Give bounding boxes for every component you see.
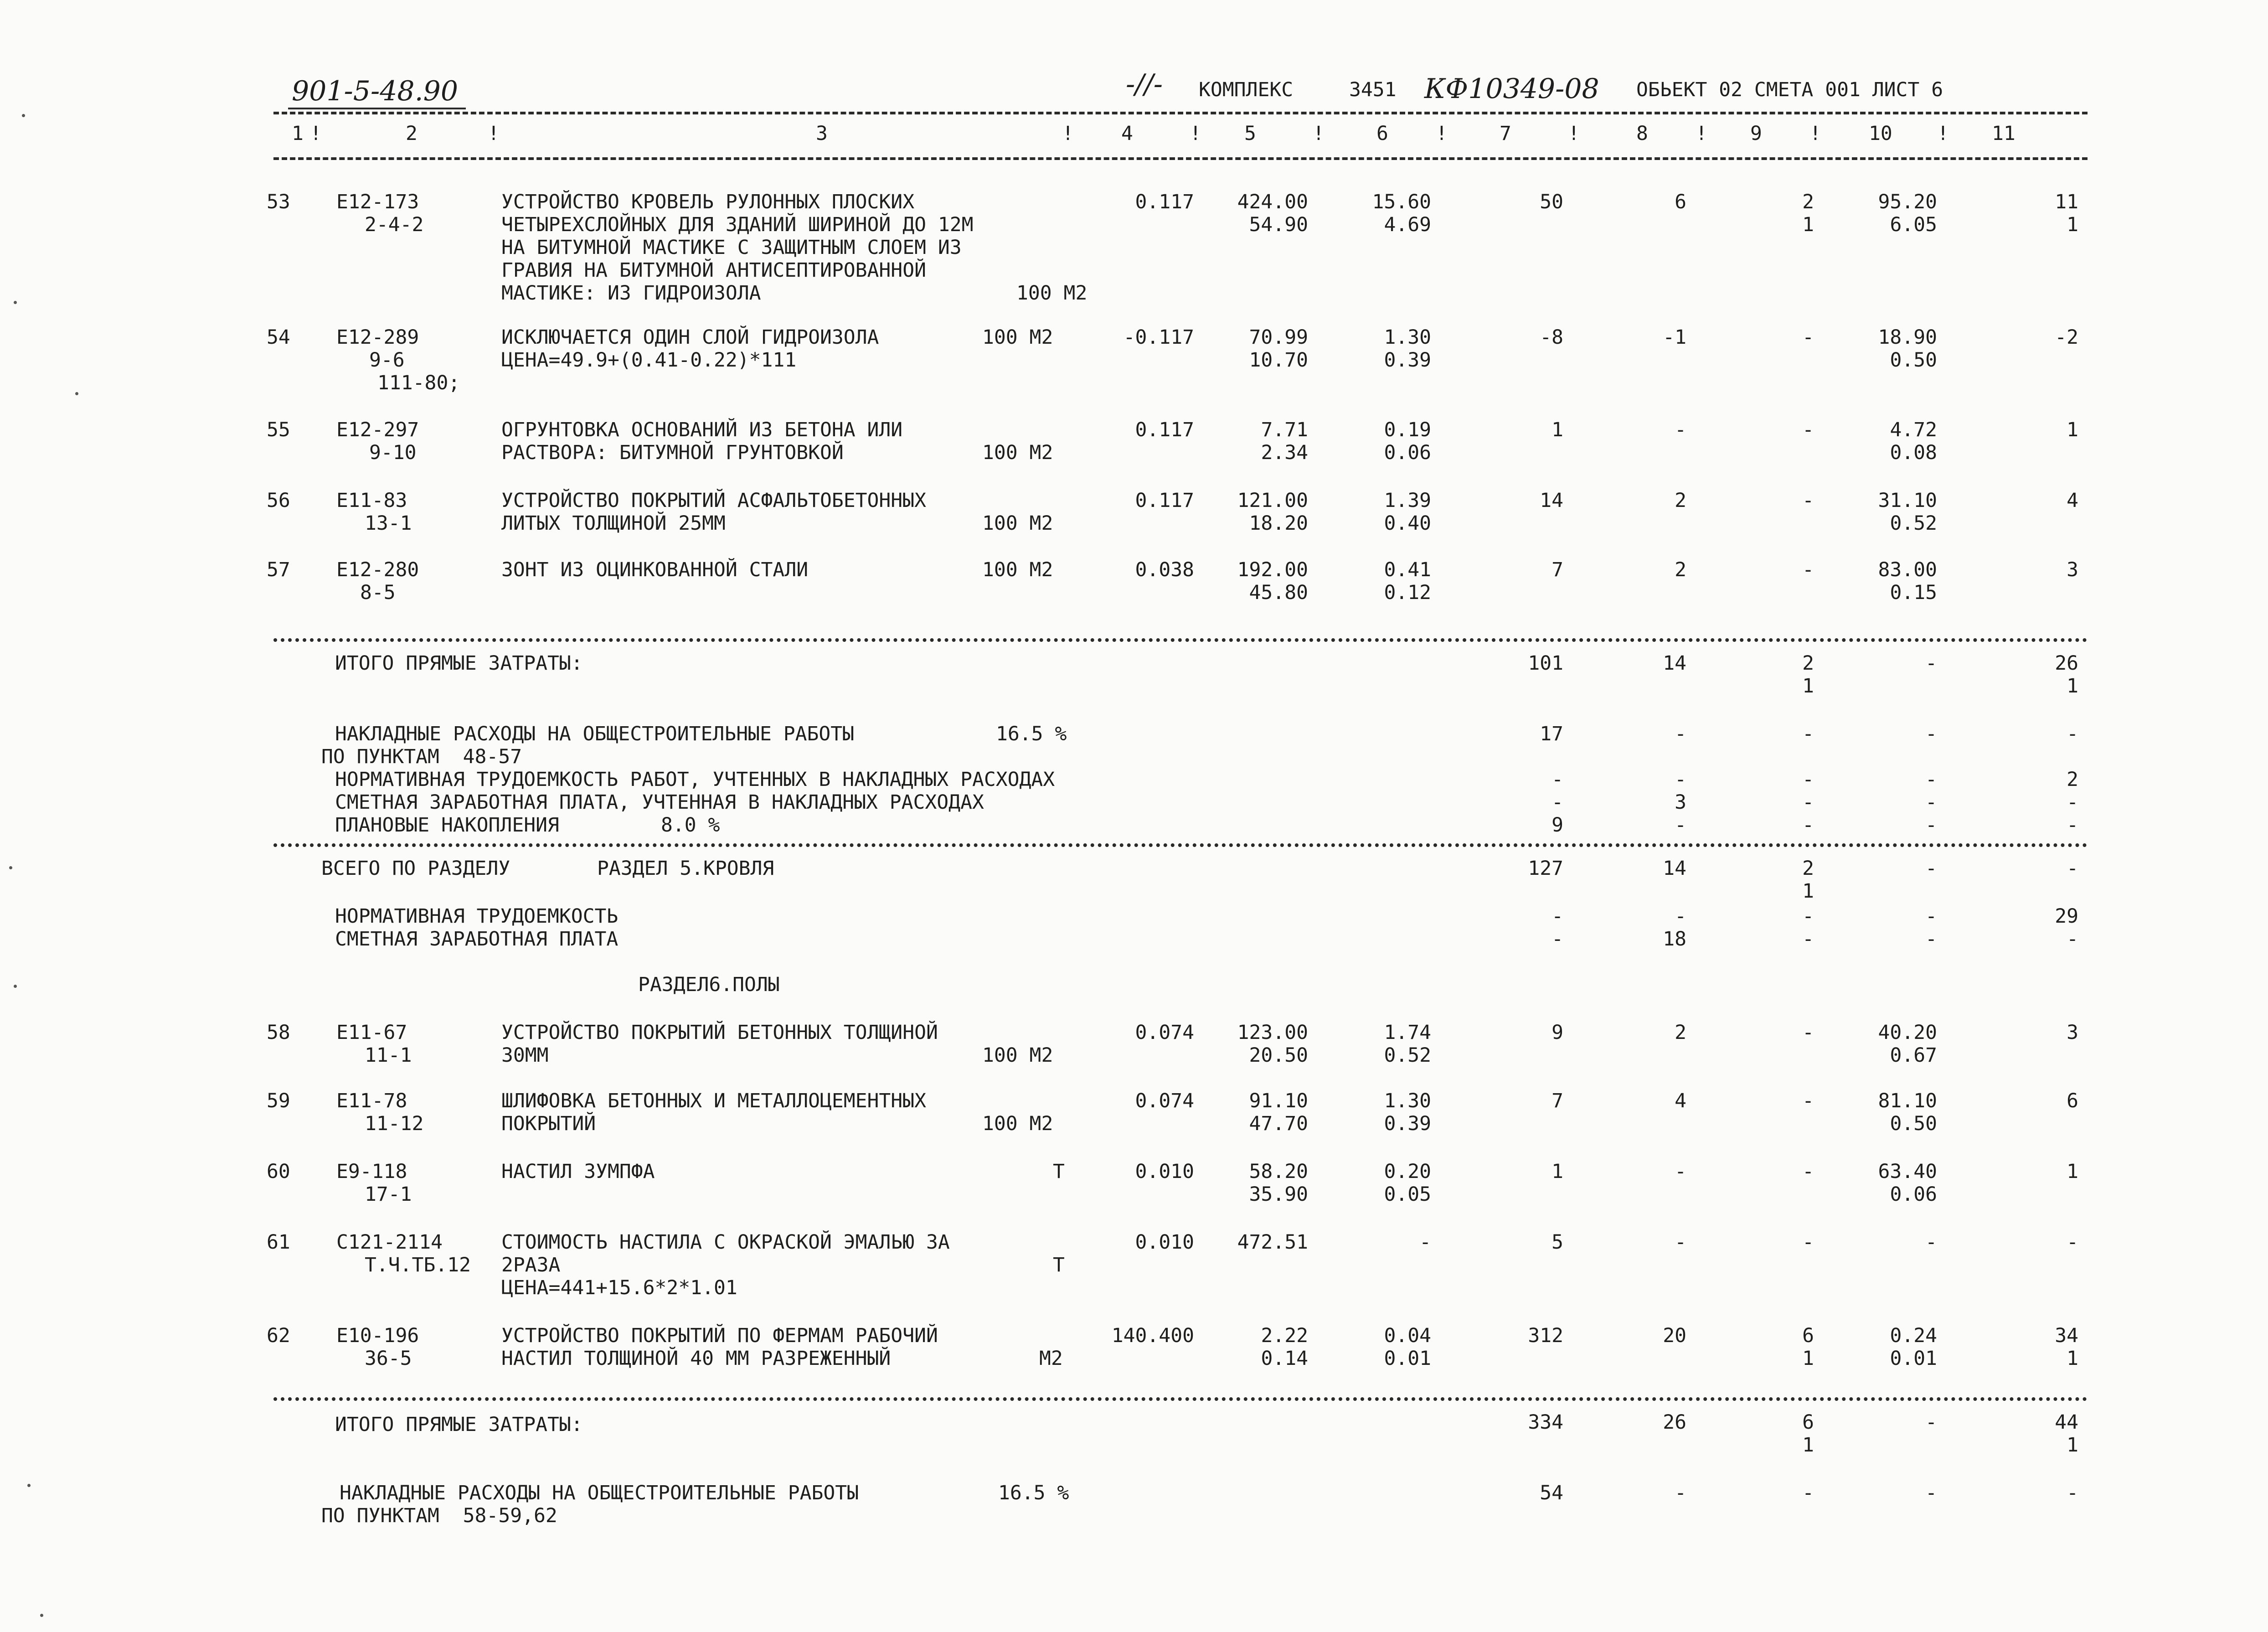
total-machines: - — [1802, 558, 1814, 581]
machine-cost: - — [1419, 1231, 1431, 1254]
sheet-mark: -//- — [1126, 68, 1163, 100]
norm-code: С121-2114 — [336, 1231, 443, 1254]
quantity: 0.010 — [1135, 1231, 1194, 1254]
labor-total: - — [2067, 1482, 2078, 1504]
labor-total: 29 — [2055, 905, 2078, 928]
quantity: -0.117 — [1123, 326, 1194, 349]
unit: Т — [1053, 1160, 1065, 1183]
column-separator: ! — [310, 122, 322, 145]
unit-cost-wage: 10.70 — [1249, 349, 1308, 372]
header-rule-top — [273, 112, 2088, 114]
description-line: ЛИТЫХ ТОЛЩИНОЙ 25ММ — [501, 512, 726, 535]
quantity: 0.074 — [1135, 1021, 1194, 1044]
unit: 100 М2 — [982, 441, 1053, 464]
description-line: ГРАВИЯ НА БИТУМНОЙ АНТИСЕПТИРОВАННОЙ — [501, 259, 926, 282]
column-header-6: 6 — [1376, 122, 1388, 145]
document-number-underline — [288, 108, 466, 109]
quantity: 140.400 — [1111, 1324, 1194, 1347]
quantity: 0.117 — [1135, 191, 1194, 213]
labor-unit-machinist: 0.50 — [1890, 349, 1937, 372]
machine-cost-wage: 0.12 — [1384, 581, 1431, 604]
section-total-rule — [273, 843, 2088, 847]
machine-cost-wage: 0.40 — [1384, 512, 1431, 535]
labor-unit-machinist: 0.15 — [1890, 581, 1937, 604]
scan-speck — [40, 1614, 43, 1617]
total-machines: 2 — [1802, 191, 1814, 213]
unit: 100 М2 — [1016, 282, 1088, 305]
kompleks-label: КОМПЛЕКС — [1199, 78, 1294, 101]
total-machines: - — [1802, 1231, 1814, 1254]
row-number: 59 — [267, 1090, 290, 1112]
total-machines: - — [1802, 723, 1814, 745]
labor-total: 6 — [2067, 1090, 2078, 1112]
total-wage: 2 — [1675, 1021, 1686, 1044]
total-cost: 334 — [1528, 1411, 1563, 1434]
total-cost: - — [1552, 791, 1563, 814]
unit-cost-wage: 20.50 — [1249, 1044, 1308, 1067]
subtotal-label: ИТОГО ПРЯМЫЕ ЗАТРАТЫ: — [335, 1413, 583, 1436]
total-machines: - — [1802, 814, 1814, 837]
description-line: 30ММ — [501, 1044, 549, 1067]
machine-cost: 1.74 — [1384, 1021, 1431, 1044]
scan-speck — [14, 985, 17, 988]
total-machines: - — [1802, 768, 1814, 791]
norm-subcode: 9-10 — [369, 441, 417, 464]
column-separator: ! — [1696, 122, 1707, 145]
overhead-items: ПО ПУНКТАМ 58-59,62 — [321, 1504, 557, 1527]
total-wage: 2 — [1675, 489, 1686, 512]
labor-total: 26 — [2055, 652, 2078, 675]
row-number: 60 — [267, 1160, 290, 1183]
column-header-7: 7 — [1500, 122, 1511, 145]
total-cost: 50 — [1540, 191, 1563, 213]
planned-savings-label: ПЛАНОВЫЕ НАКОПЛЕНИЯ — [335, 814, 559, 837]
unit-cost: 91.10 — [1249, 1090, 1308, 1112]
column-header-9: 9 — [1750, 122, 1762, 145]
column-separator: ! — [1436, 122, 1448, 145]
quantity: 0.010 — [1135, 1160, 1194, 1183]
row-number: 53 — [267, 191, 290, 213]
unit: 100 М2 — [982, 1044, 1053, 1067]
labor-unit: 18.90 — [1878, 326, 1937, 349]
machine-cost: 0.41 — [1384, 558, 1431, 581]
scan-speck — [75, 392, 78, 395]
labor-unit: - — [1925, 768, 1937, 791]
unit-cost-wage: 18.20 — [1249, 512, 1308, 535]
total-wage: - — [1675, 723, 1686, 745]
column-separator: ! — [488, 122, 500, 145]
total-machines: - — [1802, 326, 1814, 349]
subtotal-rule — [273, 1397, 2088, 1401]
column-separator: ! — [1190, 122, 1201, 145]
labor-unit-machinist: 0.01 — [1890, 1347, 1937, 1370]
total-machines-wage: 1 — [1802, 1347, 1814, 1370]
total-machines: - — [1802, 928, 1814, 950]
norm-code: Е11-67 — [336, 1021, 407, 1044]
column-header-4: 4 — [1121, 122, 1133, 145]
labor-unit: - — [1925, 1411, 1937, 1434]
norm-code: Е12-173 — [336, 191, 419, 213]
description-line: ПОКРЫТИЙ — [501, 1112, 596, 1135]
norm-subcode: 13-1 — [365, 512, 412, 535]
row-number: 58 — [267, 1021, 290, 1044]
total-wage: -1 — [1663, 326, 1686, 349]
description-line: ЧЕТЫРЕХСЛОЙНЫХ ДЛЯ ЗДАНИЙ ШИРИНОЙ ДО 12М — [501, 213, 974, 236]
header-rule-bottom — [273, 157, 2088, 160]
machine-cost-wage: 0.39 — [1384, 1112, 1431, 1135]
column-header-2: 2 — [406, 122, 418, 145]
norm-labor-label: НОРМАТИВНАЯ ТРУДОЕМКОСТЬ — [335, 905, 619, 928]
labor-unit: - — [1925, 652, 1937, 675]
description-line: РАСТВОРА: БИТУМНОЙ ГРУНТОВКОЙ — [501, 441, 844, 464]
norm-subcode: 8-5 — [360, 581, 396, 604]
labor-total: - — [2067, 723, 2078, 745]
total-wage: - — [1675, 418, 1686, 441]
unit-cost: 192.00 — [1237, 558, 1308, 581]
unit-cost-wage: 47.70 — [1249, 1112, 1308, 1135]
machine-cost-wage: 0.05 — [1384, 1183, 1431, 1206]
quantity: 0.117 — [1135, 418, 1194, 441]
column-header-8: 8 — [1636, 122, 1648, 145]
row-number: 56 — [267, 489, 290, 512]
total-machines-wage: 1 — [1802, 880, 1814, 903]
total-machines: - — [1802, 1090, 1814, 1112]
total-machines: - — [1802, 418, 1814, 441]
unit: М2 — [1039, 1347, 1063, 1370]
total-machines: - — [1802, 905, 1814, 928]
labor-unit: 4.72 — [1890, 418, 1937, 441]
total-machines: - — [1802, 1160, 1814, 1183]
machine-cost-wage: 0.52 — [1384, 1044, 1431, 1067]
column-header-3: 3 — [816, 122, 828, 145]
planned-savings-percent: 8.0 % — [661, 814, 720, 837]
column-header-1: 1 — [292, 122, 304, 145]
description-line: УСТРОЙСТВО ПОКРЫТИЙ ПО ФЕРМАМ РАБОЧИЙ — [501, 1324, 938, 1347]
labor-total: - — [2067, 814, 2078, 837]
description-line: ОГРУНТОВКА ОСНОВАНИЙ ИЗ БЕТОНА ИЛИ — [501, 418, 903, 441]
labor-unit-machinist: 0.67 — [1890, 1044, 1937, 1067]
overhead-items: ПО ПУНКТАМ 48-57 — [321, 745, 522, 768]
scan-speck — [22, 114, 25, 117]
total-wage: - — [1675, 905, 1686, 928]
description-line: УСТРОЙСТВО ПОКРЫТИЙ АСФАЛЬТОБЕТОННЫХ — [501, 489, 926, 512]
scan-speck — [27, 1484, 31, 1487]
labor-total: 2 — [2067, 768, 2078, 791]
overhead-percent: 16.5 % — [998, 1482, 1069, 1504]
description-line: ЦЕНА=441+15.6*2*1.01 — [501, 1276, 737, 1299]
total-wage: - — [1675, 814, 1686, 837]
labor-unit: 31.10 — [1878, 489, 1937, 512]
total-cost: 312 — [1528, 1324, 1563, 1347]
total-wage: 26 — [1663, 1411, 1686, 1434]
overhead-percent: 16.5 % — [996, 723, 1067, 745]
column-separator: ! — [1313, 122, 1325, 145]
total-cost: - — [1552, 928, 1563, 950]
description-line: ЗОНТ ИЗ ОЦИНКОВАННОЙ СТАЛИ — [501, 558, 809, 581]
total-machines: 6 — [1802, 1324, 1814, 1347]
total-machines: - — [1802, 791, 1814, 814]
norm-subcode: 11-12 — [365, 1112, 424, 1135]
unit-cost: 123.00 — [1237, 1021, 1308, 1044]
kompleks-code: КФ10349-08 — [1424, 73, 1599, 105]
unit-cost: 2.22 — [1261, 1324, 1308, 1347]
labor-unit: - — [1925, 814, 1937, 837]
total-cost: 14 — [1540, 489, 1563, 512]
total-cost: 101 — [1528, 652, 1563, 675]
overhead-label: НАКЛАДНЫЕ РАСХОДЫ НА ОБЩЕСТРОИТЕЛЬНЫЕ РАБОТЫ — [340, 1482, 859, 1504]
column-separator: ! — [1062, 122, 1074, 145]
machine-cost-wage: 4.69 — [1384, 213, 1431, 236]
unit: Т — [1053, 1254, 1065, 1276]
quantity: 0.117 — [1135, 489, 1194, 512]
description-line: НА БИТУМНОЙ МАСТИКЕ С ЗАЩИТНЫМ СЛОЕМ ИЗ — [501, 236, 962, 259]
labor-unit: 0.24 — [1890, 1324, 1937, 1347]
subtotal-rule — [273, 638, 2088, 642]
labor-total-machinist: 1 — [2067, 1434, 2078, 1456]
machine-cost-wage: 0.01 — [1384, 1347, 1431, 1370]
wage-label: СМЕТНАЯ ЗАРАБОТНАЯ ПЛАТА — [335, 928, 619, 950]
description-line: СТОИМОСТЬ НАСТИЛА С ОКРАСКОЙ ЭМАЛЬЮ ЗА — [501, 1231, 950, 1254]
norm-subcode: 2-4-2 — [365, 213, 424, 236]
total-wage: 4 — [1675, 1090, 1686, 1112]
section-total-name: РАЗДЕЛ 5.КРОВЛЯ — [597, 857, 774, 880]
labor-total: 44 — [2055, 1411, 2078, 1434]
labor-unit: 95.20 — [1878, 191, 1937, 213]
labor-total: -2 — [2055, 326, 2078, 349]
description-line: НАСТИЛ ТОЛЩИНОЙ 40 ММ РАЗРЕЖЕННЫЙ — [501, 1347, 891, 1370]
total-machines: - — [1802, 1021, 1814, 1044]
unit-cost-wage: 54.90 — [1249, 213, 1308, 236]
column-header-10: 10 — [1869, 122, 1892, 145]
description-line: ЦЕНА=49.9+(0.41-0.22)*111 — [501, 349, 797, 372]
labor-total: 1 — [2067, 418, 2078, 441]
labor-unit: - — [1925, 905, 1937, 928]
machine-cost-wage: 0.39 — [1384, 349, 1431, 372]
unit: 100 М2 — [982, 326, 1053, 349]
unit-cost-wage: 35.90 — [1249, 1183, 1308, 1206]
labor-unit: 63.40 — [1878, 1160, 1937, 1183]
description-line: 2РАЗА — [501, 1254, 561, 1276]
unit: 100 М2 — [982, 558, 1053, 581]
total-machines: 6 — [1802, 1411, 1814, 1434]
unit-cost: 7.71 — [1261, 418, 1308, 441]
labor-unit: - — [1925, 857, 1937, 880]
unit-cost-wage: 2.34 — [1261, 441, 1308, 464]
labor-total: - — [2067, 928, 2078, 950]
labor-total: 11 — [2055, 191, 2078, 213]
section-title: РАЗДЕЛ6.ПОЛЫ — [638, 973, 780, 996]
column-header-5: 5 — [1244, 122, 1256, 145]
total-wage: 2 — [1675, 558, 1686, 581]
column-separator: ! — [1568, 122, 1580, 145]
total-cost: 9 — [1552, 814, 1563, 837]
machine-cost: 15.60 — [1372, 191, 1431, 213]
norm-code: Е11-83 — [336, 489, 407, 512]
total-machines: - — [1802, 1482, 1814, 1504]
total-cost: 127 — [1528, 857, 1563, 880]
norm-subcode: 11-1 — [365, 1044, 412, 1067]
row-number: 61 — [267, 1231, 290, 1254]
document-number: 901-5-48.90 — [292, 75, 459, 107]
row-number: 55 — [267, 418, 290, 441]
machine-cost-wage: 0.06 — [1384, 441, 1431, 464]
labor-unit-machinist: 0.50 — [1890, 1112, 1937, 1135]
total-wage: 3 — [1675, 791, 1686, 814]
total-machines: 2 — [1802, 652, 1814, 675]
object-estimate-sheet: ОБЬЕКТ 02 СМЕТА 001 ЛИСТ 6 — [1636, 78, 1943, 101]
unit-cost-wage: 45.80 — [1249, 581, 1308, 604]
overhead-label: НАКЛАДНЫЕ РАСХОДЫ НА ОБЩЕСТРОИТЕЛЬНЫЕ РАБОТЫ — [335, 723, 855, 745]
norm-subcode: 9-6 — [369, 349, 405, 372]
labor-total: 4 — [2067, 489, 2078, 512]
total-machines-wage: 1 — [1802, 675, 1814, 697]
subtotal-label: ИТОГО ПРЯМЫЕ ЗАТРАТЫ: — [335, 652, 583, 675]
total-wage: 20 — [1663, 1324, 1686, 1347]
wage-overhead-label: СМЕТНАЯ ЗАРАБОТНАЯ ПЛАТА, УЧТЕННАЯ В НАКЛАДНЫХ РАСХОДАХ — [335, 791, 984, 814]
machine-cost: 1.39 — [1384, 489, 1431, 512]
norm-code: Е11-78 — [336, 1090, 407, 1112]
total-cost: - — [1552, 768, 1563, 791]
quantity: 0.074 — [1135, 1090, 1194, 1112]
total-machines-wage: 1 — [1802, 213, 1814, 236]
unit-cost: 58.20 — [1249, 1160, 1308, 1183]
total-wage: - — [1675, 1482, 1686, 1504]
column-separator: ! — [1937, 122, 1949, 145]
column-header-11: 11 — [1992, 122, 2015, 145]
labor-unit: 81.10 — [1878, 1090, 1937, 1112]
quantity: 0.038 — [1135, 558, 1194, 581]
norm-code: Е9-118 — [336, 1160, 407, 1183]
labor-total-machinist: 1 — [2067, 213, 2078, 236]
total-cost: 1 — [1552, 418, 1563, 441]
total-wage: - — [1675, 1160, 1686, 1183]
unit: 100 М2 — [982, 512, 1053, 535]
total-wage: 18 — [1663, 928, 1686, 950]
labor-unit: - — [1925, 928, 1937, 950]
norm-subcode: Т.Ч.ТБ.12 — [365, 1254, 471, 1276]
labor-unit: - — [1925, 1482, 1937, 1504]
total-wage: 14 — [1663, 652, 1686, 675]
description-line: УСТРОЙСТВО ПОКРЫТИЙ БЕТОННЫХ ТОЛЩИНОЙ — [501, 1021, 938, 1044]
total-wage: - — [1675, 1231, 1686, 1254]
labor-unit: 40.20 — [1878, 1021, 1937, 1044]
total-wage: 6 — [1675, 191, 1686, 213]
labor-total: - — [2067, 1231, 2078, 1254]
machine-cost: 0.19 — [1384, 418, 1431, 441]
labor-total: 3 — [2067, 558, 2078, 581]
unit-cost: 70.99 — [1249, 326, 1308, 349]
labor-total: 1 — [2067, 1160, 2078, 1183]
description-line: НАСТИЛ ЗУМПФА — [501, 1160, 655, 1183]
total-cost: 17 — [1540, 723, 1563, 745]
row-number: 57 — [267, 558, 290, 581]
total-cost: 7 — [1552, 1090, 1563, 1112]
norm-code: Е12-280 — [336, 558, 419, 581]
unit-cost: 424.00 — [1237, 191, 1308, 213]
labor-total-machinist: 1 — [2067, 675, 2078, 697]
machine-cost: 0.04 — [1384, 1324, 1431, 1347]
labor-unit: 83.00 — [1878, 558, 1937, 581]
description-line: МАСТИКЕ: ИЗ ГИДРОИЗОЛА — [501, 282, 761, 305]
total-cost: 7 — [1552, 558, 1563, 581]
labor-unit-machinist: 0.52 — [1890, 512, 1937, 535]
description-line: УСТРОЙСТВО КРОВЕЛЬ РУЛОННЫХ ПЛОСКИХ — [501, 191, 915, 213]
labor-unit: - — [1925, 1231, 1937, 1254]
total-cost: -8 — [1540, 326, 1563, 349]
row-number: 54 — [267, 326, 290, 349]
total-cost: - — [1552, 905, 1563, 928]
total-wage: - — [1675, 768, 1686, 791]
total-cost: 54 — [1540, 1482, 1563, 1504]
total-machines: 2 — [1802, 857, 1814, 880]
unit: 100 М2 — [982, 1112, 1053, 1135]
machine-cost: 0.20 — [1384, 1160, 1431, 1183]
norm-code: Е12-289 — [336, 326, 419, 349]
norm-labor-overhead-label: НОРМАТИВНАЯ ТРУДОЕМКОСТЬ РАБОТ, УЧТЕННЫХ В НАКЛАДНЫХ РАСХОДАХ — [335, 768, 1055, 791]
labor-total-machinist: 1 — [2067, 1347, 2078, 1370]
scan-speck — [14, 301, 17, 304]
norm-adjustment: 111-80; — [377, 372, 460, 394]
labor-total: - — [2067, 857, 2078, 880]
norm-subcode: 36-5 — [365, 1347, 412, 1370]
norm-subcode: 17-1 — [365, 1183, 412, 1206]
norm-code: Е10-196 — [336, 1324, 419, 1347]
machine-cost: 1.30 — [1384, 326, 1431, 349]
column-separator: ! — [1809, 122, 1821, 145]
labor-unit: - — [1925, 791, 1937, 814]
labor-unit-machinist: 6.05 — [1890, 213, 1937, 236]
labor-unit-machinist: 0.08 — [1890, 441, 1937, 464]
unit-cost: 472.51 — [1237, 1231, 1308, 1254]
labor-unit-machinist: 0.06 — [1890, 1183, 1937, 1206]
description-line: ШЛИФОВКА БЕТОННЫХ И МЕТАЛЛОЦЕМЕНТНЫХ — [501, 1090, 926, 1112]
section-total-label: ВСЕГО ПО РАЗДЕЛУ — [321, 857, 510, 880]
labor-total: 3 — [2067, 1021, 2078, 1044]
kompleks-number: 3451 — [1349, 78, 1397, 101]
scan-speck — [9, 866, 12, 869]
total-cost: 1 — [1552, 1160, 1563, 1183]
total-cost: 9 — [1552, 1021, 1563, 1044]
unit-cost: 121.00 — [1237, 489, 1308, 512]
total-cost: 5 — [1552, 1231, 1563, 1254]
labor-total: 34 — [2055, 1324, 2078, 1347]
norm-code: Е12-297 — [336, 418, 419, 441]
total-machines-wage: 1 — [1802, 1434, 1814, 1456]
labor-total: - — [2067, 791, 2078, 814]
description-line: ИСКЛЮЧАЕТСЯ ОДИН СЛОЙ ГИДРОИЗОЛА — [501, 326, 879, 349]
total-wage: 14 — [1663, 857, 1686, 880]
row-number: 62 — [267, 1324, 290, 1347]
labor-unit: - — [1925, 723, 1937, 745]
machine-cost: 1.30 — [1384, 1090, 1431, 1112]
unit-cost-wage: 0.14 — [1261, 1347, 1308, 1370]
total-machines: - — [1802, 489, 1814, 512]
